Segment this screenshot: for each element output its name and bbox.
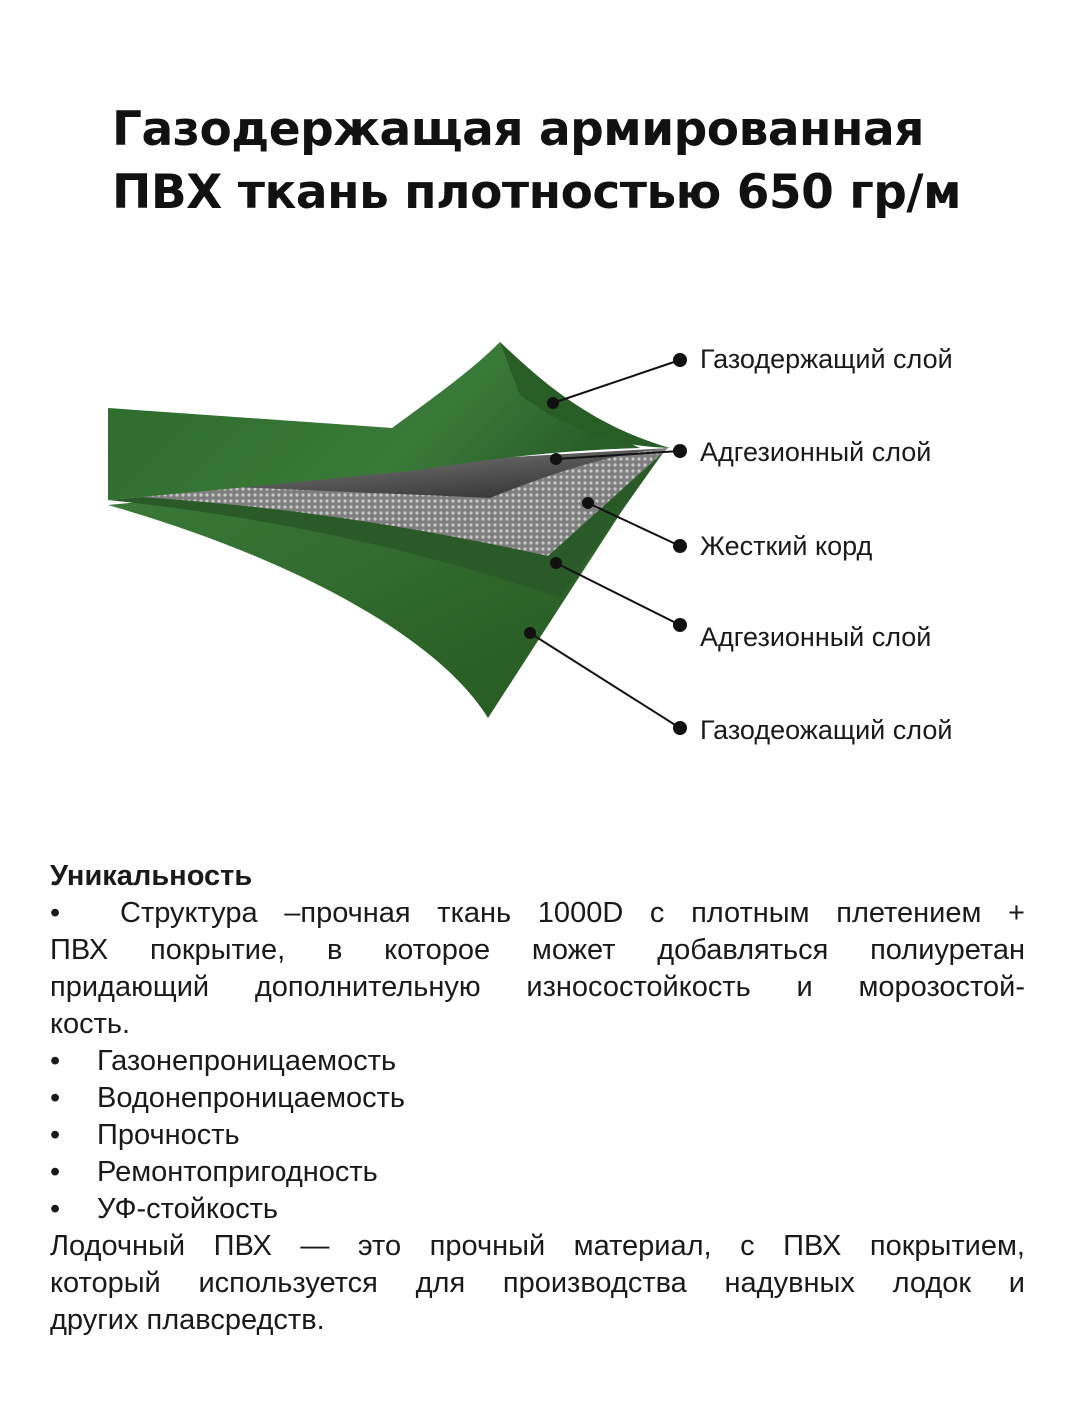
- closing-line-3: других плавсредств.: [50, 1304, 325, 1336]
- list-item: [50, 1191, 1025, 1228]
- list-item: [50, 1080, 1025, 1117]
- pointer-dot-1-end: [673, 353, 687, 367]
- bullet-icon: •: [50, 1193, 61, 1225]
- pointer-dot-5-end: [673, 721, 687, 735]
- list-item-label: Газонепроницаемость: [97, 1045, 397, 1077]
- layer-label-gas-top: Газодержащий слой: [700, 344, 953, 374]
- list-item-label: Водонепроницаемость: [97, 1082, 406, 1114]
- layer-label-gas-bottom: Газодеожащий слой: [700, 715, 953, 745]
- list-item: [50, 895, 1025, 932]
- list-item-label: УФ-стойкость: [97, 1193, 278, 1225]
- layer-label-adhesive-bottom: Адгезионный слой: [700, 622, 932, 652]
- pointer-dot-4-end: [673, 618, 687, 632]
- structure-line-1: Структура –прочная ткань 1000D с плотным плетением +: [120, 897, 1025, 929]
- structure-line-4: кость.: [50, 1008, 131, 1040]
- leader-line-4: [556, 563, 680, 625]
- list-item: [50, 1154, 1025, 1191]
- fabric-layers-diagram: [0, 330, 1067, 770]
- section-heading: Уникальность: [50, 860, 253, 892]
- structure-line-3: придающий дополнительную износостойкость и морозостой-: [50, 971, 1025, 1003]
- list-item-label: Ремонтопригодность: [97, 1156, 378, 1188]
- title-line-1: Газодержащая армированная: [112, 102, 924, 157]
- list-item: [50, 1117, 1025, 1154]
- list-item: [50, 1043, 1025, 1080]
- bullet-icon: •: [50, 1156, 61, 1188]
- layer-label-adhesive-top: Адгезионный слой: [700, 437, 932, 467]
- leader-line-5: [530, 633, 680, 728]
- page-title: [112, 98, 1012, 224]
- pointer-dot-3-end: [673, 539, 687, 553]
- description-section: [50, 858, 1025, 1339]
- closing-line-1: Лодочный ПВХ — это прочный материал, с ПВХ покрытием,: [50, 1230, 1025, 1262]
- pointer-dot-2-end: [673, 444, 687, 458]
- bullet-icon: •: [50, 1082, 61, 1114]
- bullet-icon: •: [50, 1045, 61, 1077]
- layer-label-cord: Жесткий корд: [700, 531, 873, 561]
- title-line-2: ПВХ ткань плотностью 650 гр/м: [112, 165, 961, 220]
- closing-line-2: который используется для производства надувных лодок и: [50, 1267, 1025, 1299]
- structure-line-2: ПВХ покрытие, в которое может добавляться полиуретан: [50, 934, 1025, 966]
- list-item-label: Прочность: [97, 1119, 240, 1151]
- leader-line-1: [553, 360, 680, 403]
- bullet-icon: •: [50, 897, 61, 929]
- bullet-icon: •: [50, 1119, 61, 1151]
